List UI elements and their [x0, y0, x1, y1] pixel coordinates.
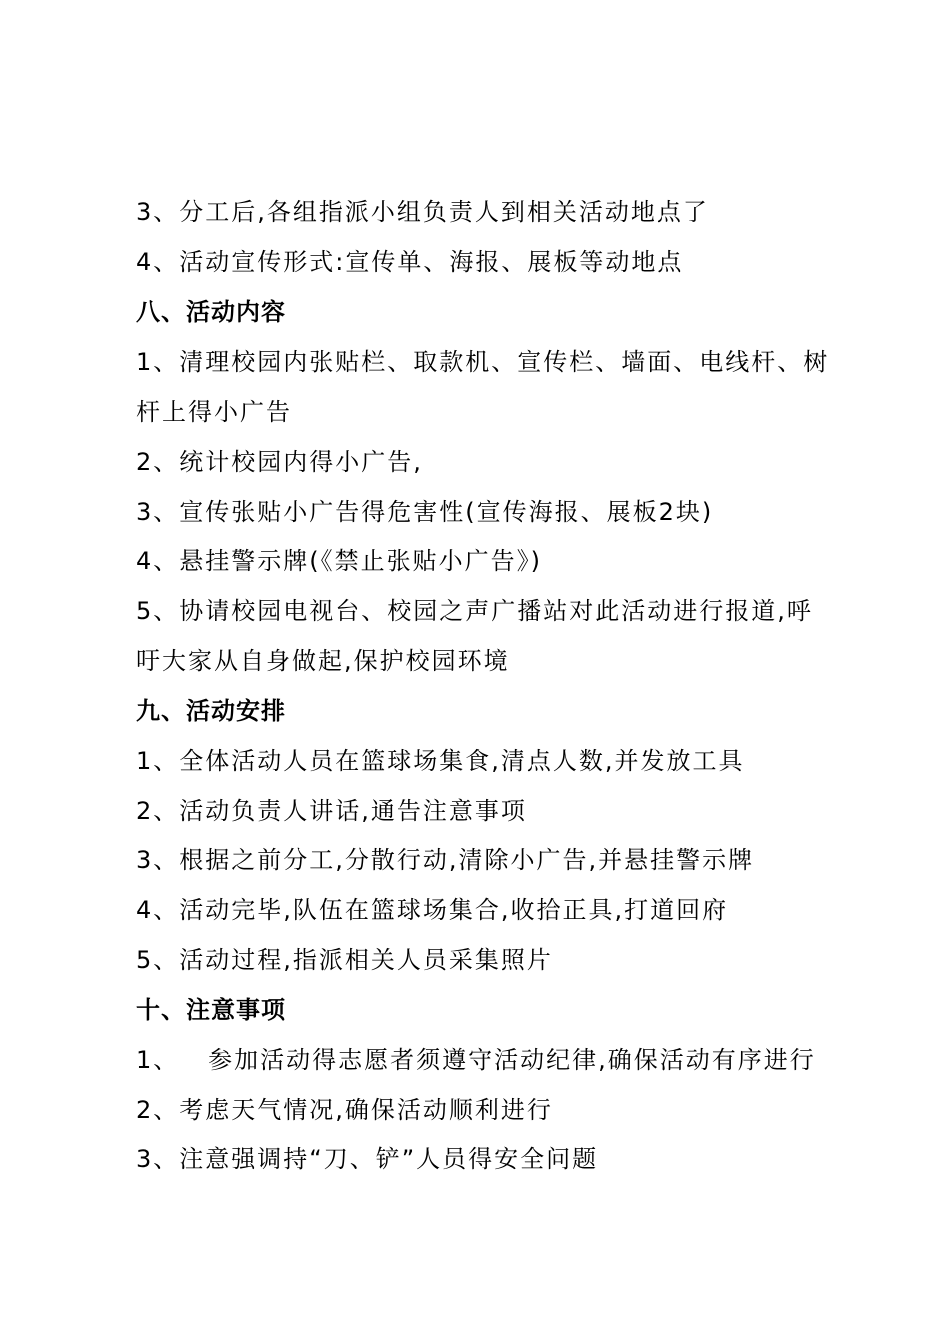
list-item: 杆上得小广告	[136, 398, 292, 426]
section-heading-activity-content: 八、活动内容	[136, 298, 286, 326]
list-item: 5、活动过程,指派相关人员采集照片	[136, 946, 553, 974]
list-item: 3、注意强调持“刀、铲”人员得安全问题	[136, 1145, 599, 1173]
list-item: 1、全体活动人员在篮球场集食,清点人数,并发放工具	[136, 747, 745, 775]
list-item: 吁大家从自身做起,保护校园环境	[136, 647, 510, 675]
list-item: 2、考虑天气情况,确保活动顺利进行	[136, 1096, 553, 1124]
list-item: 4、悬挂警示牌(《禁止张贴小广告》)	[136, 547, 542, 575]
list-item: 1、清理校园内张贴栏、取款机、宣传栏、墙面、电线杆、树	[136, 348, 830, 376]
list-item: 4、活动宣传形式:宣传单、海报、展板等动地点	[136, 248, 684, 276]
list-item: 2、统计校园内得小广告,	[136, 448, 423, 476]
list-item: 4、活动完毕,队伍在篮球场集合,收拾正具,打道回府	[136, 896, 729, 924]
section-heading-precautions: 十、注意事项	[136, 996, 286, 1024]
list-item: 2、活动负责人讲话,通告注意事项	[136, 797, 527, 825]
list-item: 3、根据之前分工,分散行动,清除小广告,并悬挂警示牌	[136, 846, 755, 874]
list-item: 3、宣传张贴小广告得危害性(宣传海报、展板2块)	[136, 498, 714, 526]
list-item: 3、分工后,各组指派小组负责人到相关活动地点了	[136, 198, 709, 226]
list-item: 1、 参加活动得志愿者须遵守活动纪律,确保活动有序进行	[136, 1046, 816, 1074]
list-item: 5、协请校园电视台、校园之声广播站对此活动进行报道,呼	[136, 597, 813, 625]
section-heading-activity-schedule: 九、活动安排	[136, 697, 286, 725]
